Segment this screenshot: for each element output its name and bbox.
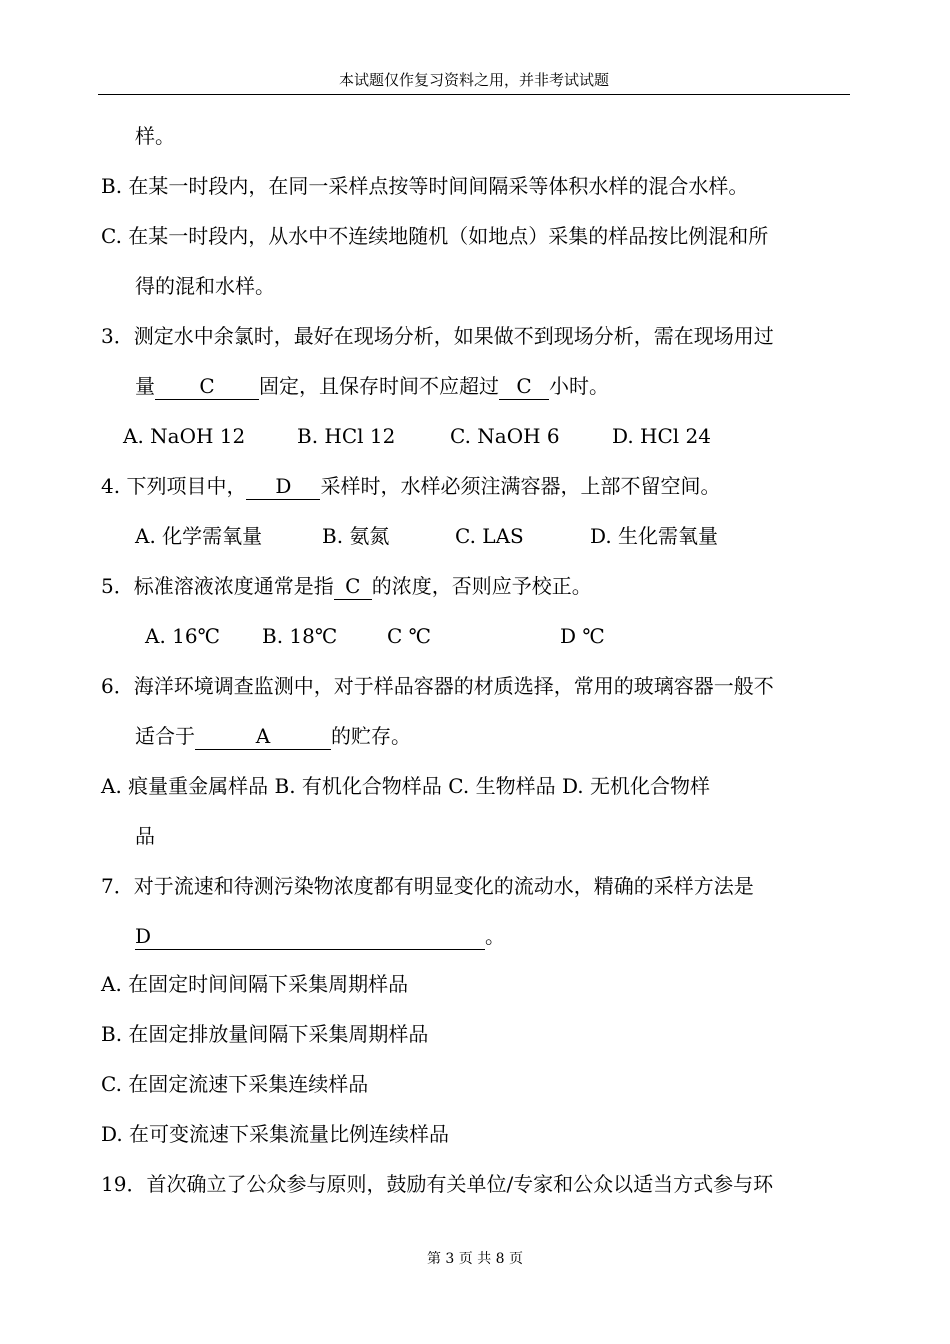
q4-option-b: B. 氨氮 [322, 524, 390, 548]
q4-stem [101, 472, 720, 500]
q7-option-a: A. 在固定时间间隔下采集周期样品 [101, 972, 409, 996]
q6-options-continuation: 品 [135, 824, 155, 848]
q3-option-b: B. HCl 12 [297, 424, 396, 448]
q4-option-c: C. LAS [455, 524, 524, 548]
q4-option-a: A. 化学需氧量 [135, 524, 263, 548]
q3-text-a: 量 [135, 374, 155, 398]
q7-answer-blank: D [135, 923, 485, 950]
q3-stem: 3．测定水中余氯时，最好在现场分析，如果做不到现场分析，需在现场用过 [101, 324, 774, 348]
q5-text-b: 的浓度，否则应予校正。 [371, 574, 592, 598]
q4-option-d: D. 生化需氧量 [590, 524, 719, 548]
q5-stem [101, 572, 592, 600]
q7-text-end: 。 [485, 924, 505, 948]
q5-option-c: C ℃ [387, 624, 432, 648]
option-c-text: C. 在某一时段内，从水中不连续地随机（如地点）采集的样品按比例混和所 [101, 224, 769, 248]
q7-option-c: C. 在固定流速下采集连续样品 [101, 1072, 369, 1096]
continuation-text: 样。 [135, 124, 175, 148]
q7-stem: 7．对于流速和待测污染物浓度都有明显变化的流动水，精确的采样方法是 [101, 874, 754, 898]
q3-option-a: A. NaOH 12 [123, 424, 246, 448]
q6-stem: 6．海洋环境调查监测中，对于样品容器的材质选择，常用的玻璃容器一般不 [101, 674, 774, 698]
q3-stem-line2 [135, 372, 609, 400]
q4-answer-blank: D [246, 473, 320, 500]
q5-option-b: B. 18℃ [262, 624, 338, 648]
q6-options: A. 痕量重金属样品 B. 有机化合物样品 C. 生物样品 D. 无机化合物样 [101, 774, 710, 798]
q6-text-b: 的贮存。 [331, 724, 411, 748]
q7-stem-line2 [135, 922, 505, 950]
q3-option-d: D. HCl 24 [612, 424, 711, 448]
q3-answer-blank-2: C [499, 373, 549, 400]
q5-option-d: D ℃ [560, 624, 605, 648]
q3-option-c: C. NaOH 6 [450, 424, 560, 448]
q7-option-b: B. 在固定排放量间隔下采集周期样品 [101, 1022, 429, 1046]
q5-option-a: A. 16℃ [145, 624, 220, 648]
q3-text-c: 小时。 [549, 374, 609, 398]
q7-option-d: D. 在可变流速下采集流量比例连续样品 [101, 1122, 450, 1146]
q3-text-b: 固定，且保存时间不应超过 [259, 374, 499, 398]
q6-text-a: 适合于 [135, 724, 195, 748]
q4-text-b: 采样时，水样必须注满容器，上部不留空间。 [320, 474, 721, 498]
q5-text-a: 5．标准溶液浓度通常是指 [101, 574, 334, 598]
q5-answer-blank: C [334, 573, 372, 600]
q3-answer-blank-1: C [155, 373, 259, 400]
q6-answer-blank: A [195, 723, 331, 750]
q4-text-a: 4. 下列项目中， [101, 474, 247, 498]
q6-stem-line2 [135, 722, 411, 750]
page-footer: 第 3 页 共 8 页 [426, 1251, 524, 1267]
page-header: 本试题仅作复习资料之用，并非考试试题 [98, 66, 850, 95]
option-c-continuation: 得的混和水样。 [135, 274, 275, 298]
q19-stem: 19．首次确立了公众参与原则，鼓励有关单位/专家和公众以适当方式参与环 [101, 1172, 774, 1196]
option-b-text: B. 在某一时段内，在同一采样点按等时间间隔采等体积水样的混合水样。 [101, 174, 749, 198]
